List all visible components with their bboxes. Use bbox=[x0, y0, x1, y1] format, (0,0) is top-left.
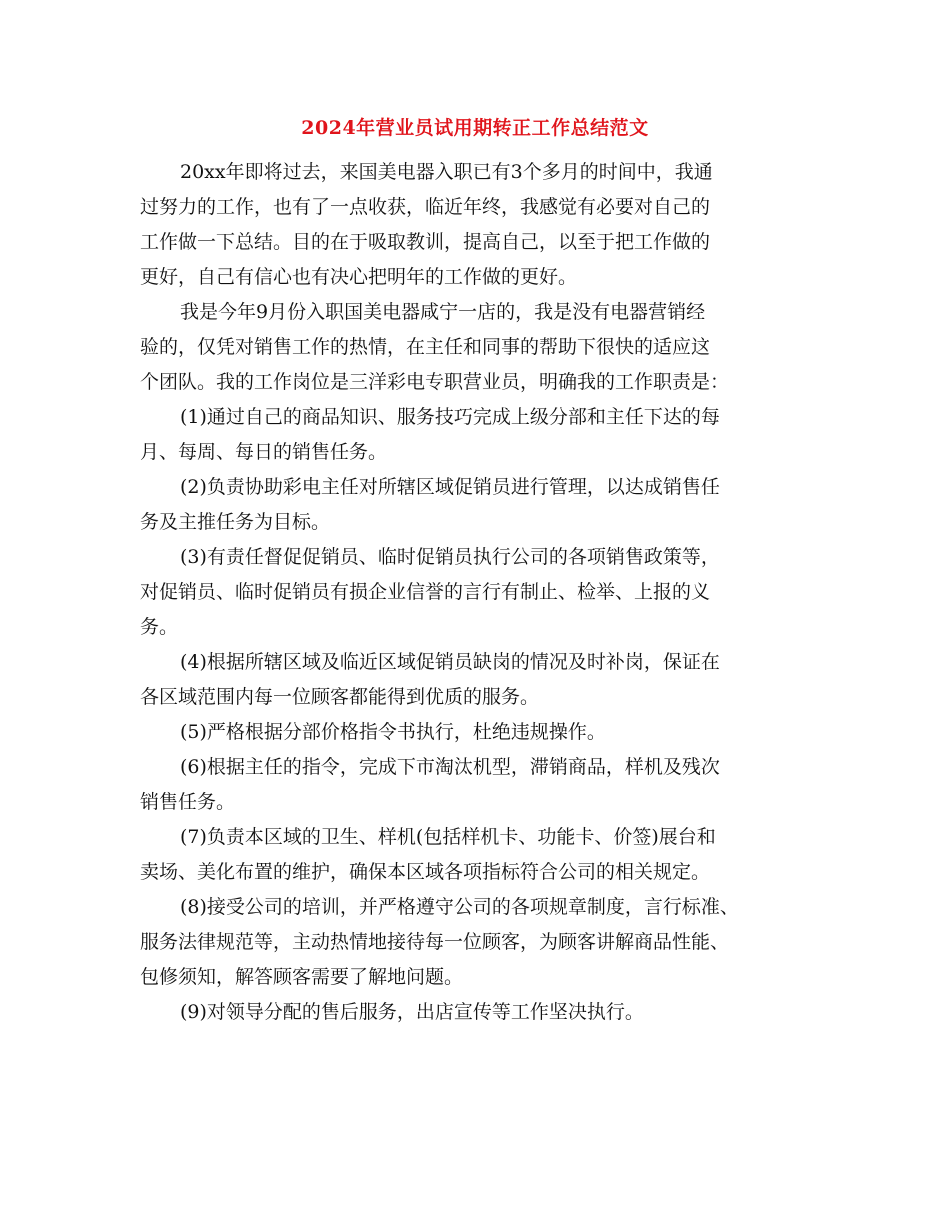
text-line: 卖场、美化布置的维护，确保本区域各项指标符合公司的相关规定。 bbox=[140, 861, 711, 883]
text-line: 月、每周、每日的销售任务。 bbox=[140, 441, 388, 463]
text-line: 我是今年9月份入职国美电器咸宁一店的，我是没有电器营销经 bbox=[180, 301, 706, 323]
duty-item-3 bbox=[140, 540, 830, 645]
text-line: 20xx年即将过去，来国美电器入职已有3个多月的时间中，我通 bbox=[180, 161, 713, 183]
text-line: 对促销员、临时促销员有损企业信誉的言行有制止、检举、上报的义 bbox=[140, 581, 711, 603]
text-line: 过努力的工作，也有了一点收获，临近年终，我感觉有必要对自己的 bbox=[140, 196, 711, 218]
text-line: (9)对领导分配的售后服务，出店宣传等工作坚决执行。 bbox=[180, 1001, 644, 1023]
text-line: (4)根据所辖区域及临近区域促销员缺岗的情况及时补岗，保证在 bbox=[180, 651, 720, 673]
duty-item-1 bbox=[140, 400, 830, 470]
paragraph-intro bbox=[140, 155, 830, 295]
duty-item-6 bbox=[140, 750, 830, 820]
text-line: 服务法律规范等，主动热情地接待每一位顾客，为顾客讲解商品性能、 bbox=[140, 931, 730, 953]
text-line: (2)负责协助彩电主任对所辖区域促销员进行管理，以达成销售任 bbox=[180, 476, 720, 498]
text-line: (7)负责本区域的卫生、样机(包括样机卡、功能卡、价签)展台和 bbox=[180, 826, 716, 848]
duty-item-2 bbox=[140, 470, 830, 540]
paragraph-background bbox=[140, 295, 830, 400]
document-title: 2024年营业员试用期转正工作总结范文 bbox=[301, 117, 649, 139]
text-line: 销售任务。 bbox=[140, 791, 236, 813]
duty-item-5 bbox=[140, 715, 830, 750]
text-line: (1)通过自己的商品知识、服务技巧完成上级分部和主任下达的每 bbox=[180, 406, 720, 428]
text-line: 务。 bbox=[140, 616, 179, 638]
text-line: 更好，自己有信心也有决心把明年的工作做的更好。 bbox=[140, 266, 578, 288]
text-line: 个团队。我的工作岗位是三洋彩电专职营业员，明确我的工作职责是： bbox=[140, 371, 730, 393]
text-line: 工作做一下总结。目的在于吸取教训，提高自己，以至于把工作做的 bbox=[140, 231, 711, 253]
text-line: 务及主推任务为目标。 bbox=[140, 511, 331, 533]
text-line: 包修须知，解答顾客需要了解地问题。 bbox=[140, 966, 464, 988]
text-line: 各区域范围内每一位顾客都能得到优质的服务。 bbox=[140, 686, 540, 708]
document-body bbox=[140, 155, 830, 1030]
text-line: (3)有责任督促促销员、临时促销员执行公司的各项销售政策等， bbox=[180, 546, 720, 568]
text-line: (5)严格根据分部价格指令书执行，杜绝违规操作。 bbox=[180, 721, 606, 743]
text-line: (8)接受公司的培训，并严格遵守公司的各项规章制度，言行标准、 bbox=[180, 896, 739, 918]
text-line: 验的，仅凭对销售工作的热情，在主任和同事的帮助下很快的适应这 bbox=[140, 336, 711, 358]
duty-item-7 bbox=[140, 820, 830, 890]
duty-item-8 bbox=[140, 890, 830, 995]
duty-item-4 bbox=[140, 645, 830, 715]
duty-item-9 bbox=[140, 995, 830, 1030]
text-line: (6)根据主任的指令，完成下市淘汰机型，滞销商品，样机及残次 bbox=[180, 756, 720, 778]
